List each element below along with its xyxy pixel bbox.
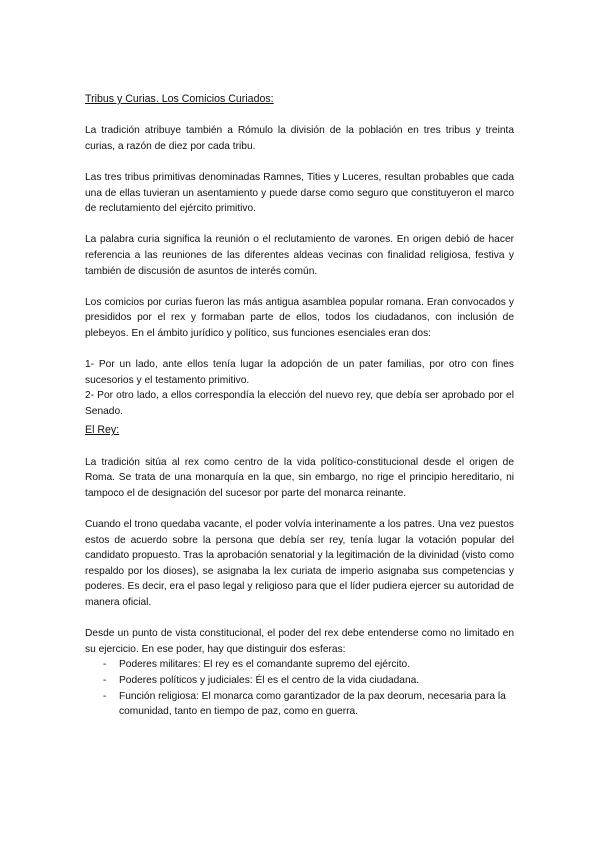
powers-list [85, 657, 514, 719]
list-item-text: Función religiosa: El monarca como garantizador de la pax deorum, necesaria para la comunidad, tanto en tiempo de paz, como en guerra. [119, 690, 506, 718]
paragraph-poder-rex: Desde un punto de vista constitucional, el poder del rex debe entenderse como no limitado en su ejercicio. En ese poder, hay que distinguir dos esferas: [85, 628, 514, 655]
section-title-tribus-curias: Tribus y Curias. Los Comicios Curiados: [85, 93, 274, 105]
paragraph-romulo: La tradición atribuye también a Rómulo la división de la población en tres tribus y treinta curias, a razón de diez por cada tribu. [85, 125, 514, 152]
paragraph-trono-vacante: Cuando el trono quedaba vacante, el poder volvía interinamente a los patres. Una vez puestos estos de acuerdo sobre la persona que debía ser rey, tenía lugar la votación popular del candidato propuesto. Tras la aprobación senatorial y la legitimación de la divinidad (visto como respaldo por los dioses), se asignaba la lex curiata de imperio asignaba sus competencias y poderes. Es decir, era el paso legal y religioso para que el líder pudiera ejercer su autoridad de manera oficial. [85, 519, 514, 608]
list-item [85, 673, 514, 689]
list-item [85, 689, 514, 720]
list-item [85, 657, 514, 673]
bullet-dash: - [103, 690, 107, 702]
paragraph-rex-centro: La tradición sitúa al rex como centro de la vida político-constitucional desde el origen de Roma. Se trata de una monarquía en la que, sin embargo, no rige el principio hereditario, ni tampoco el de designación del sucesor por parte del monarca reinante. [85, 456, 514, 499]
paragraph-tres-tribus: Las tres tribus primitivas denominadas Ramnes, Tities y Luceres, resultan probables que cada una de ellas tuvieran un asentamiento y puede darse como seguro que constituyeron el marco de reclutamiento del ejército primitivo. [85, 171, 514, 215]
list-item-text: Poderes políticos y judiciales: Él es el centro de la vida ciudadana. [119, 674, 420, 686]
paragraph-curia: La palabra curia significa la reunión o el reclutamiento de varones. En origen debió de hacer referencia a las reuniones de las diferentes aldeas vecinas con finalidad religiosa, festiva y también de discusión de asuntos de interés común. [85, 234, 514, 277]
bullet-dash: - [103, 659, 107, 671]
section-title-el-rey: El Rey: [85, 424, 120, 437]
document-body [85, 92, 514, 720]
numbered-item-2: 2- Por otro lado, a ellos correspondía la elección del nuevo rey, que debía ser aprobado por el Senado. [85, 390, 514, 417]
list-item-text: Poderes militares: El rey es el comandante supremo del ejército. [119, 659, 411, 671]
paragraph-comicios: Los comicios por curias fueron las más antigua asamblea popular romana. Eran convocados y presididos por el rex y formaban parte de ellos, todos los ciudadanos, con inclusión de plebeyos. En el ámbito jurídico y político, sus funciones esenciales eran dos: [85, 296, 514, 339]
numbered-item-1: 1- Por un lado, ante ellos tenía lugar la adopción de un pater familias, por otro con fines sucesorios y el testamento primitivo. [85, 359, 514, 386]
bullet-dash: - [103, 674, 107, 686]
